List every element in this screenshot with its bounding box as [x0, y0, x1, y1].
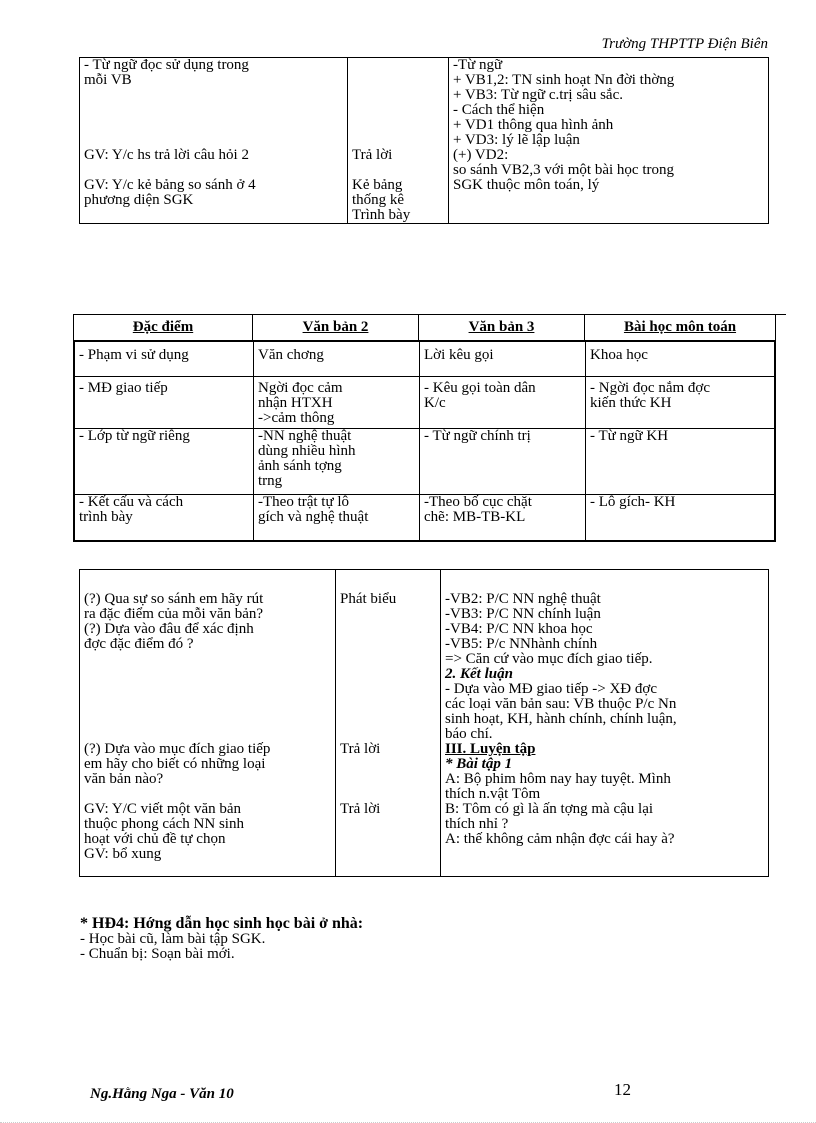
table-cell: Văn chơng: [254, 342, 420, 377]
text-line: - Dựa vào MĐ giao tiếp -> XĐ đợc: [445, 681, 657, 697]
table-row: [75, 495, 775, 541]
text-line: - Từ ngữ đọc sử dụng trong: [84, 57, 249, 73]
text-line: mỗi VB: [84, 72, 132, 88]
header-van-ban-3: Văn bản 3: [419, 315, 585, 341]
text-line: GV: Y/C viết một văn bản: [84, 801, 242, 817]
text-line: GV: Y/c kẻ bảng so sánh ở 4: [84, 177, 256, 193]
footer-author: Ng.Hằng Nga - Văn 10: [90, 1086, 234, 1102]
text-line: đợc đặc điểm đó ?: [84, 636, 194, 652]
table-cell: - Kết cấu và cách trình bày: [75, 495, 254, 541]
text-line: + VD1 thông qua hình ảnh: [453, 117, 614, 133]
table-cell: - Kêu gọi toàn dân K/c: [420, 377, 586, 429]
page-number: 12: [614, 1080, 631, 1099]
table-cell: - MĐ giao tiếp: [75, 377, 254, 429]
student-activity-col: [336, 570, 441, 877]
text-line: -VB3: P/C NN chính luận: [445, 606, 601, 622]
text-line: (+) VD2:: [453, 147, 509, 163]
table-row: [75, 429, 775, 495]
text-line: + VB1,2: TN sinh hoạt Nn đời thờng: [453, 72, 675, 88]
homework-section: [80, 915, 680, 962]
text-line: Trả lời: [340, 801, 381, 817]
activity-table-2: [79, 569, 769, 877]
text-line: sinh hoạt, KH, hành chính, chính luận,: [445, 711, 677, 727]
table-row: [75, 342, 775, 377]
teacher-activity-col: [80, 58, 348, 224]
table-row: [74, 341, 776, 542]
table-cell: Ngời đọc cảm nhận HTXH ->cảm thông: [254, 377, 420, 429]
table-cell: - Lô gích- KH: [586, 495, 775, 541]
table-cell: - Ngời đọc nắm đợc kiến thức KH: [586, 377, 775, 429]
text-line: ra đặc điểm của mỗi văn bản?: [84, 606, 264, 622]
text-line: - Cách thể hiện: [453, 102, 545, 118]
text-line: văn bản nào?: [84, 771, 164, 787]
table-header-row: [74, 315, 776, 341]
text-line: Trình bày: [352, 207, 411, 223]
text-line: A: thế không cảm nhận đợc cái hay à?: [445, 831, 675, 847]
table-row: [75, 377, 775, 429]
header-van-ban-2: Văn bản 2: [253, 315, 419, 341]
text-line: thích nhỉ ?: [445, 816, 509, 832]
text-line: em hãy cho biết có những loại: [84, 756, 266, 772]
table-cell: -NN nghệ thuật dùng nhiều hình ảnh sánh tợng trng: [254, 429, 420, 495]
text-line: Trả lời: [352, 147, 393, 163]
text-line: GV: bổ xung: [84, 846, 162, 862]
text-line: thích n.vật Tôm: [445, 786, 541, 802]
text-line: -VB4: P/C NN khoa học: [445, 621, 593, 637]
text-line: (?) Dựa vào mục đích giao tiếp: [84, 741, 271, 757]
text-line: (?) Qua sự so sánh em hãy rút: [84, 591, 264, 607]
comparison-table: [73, 314, 776, 542]
content-col: [449, 58, 769, 224]
text-line: phương diện SGK: [84, 192, 194, 208]
text-line: => Căn cứ vào mục đích giao tiếp.: [445, 651, 653, 667]
text-line: -VB2: P/C NN nghệ thuật: [445, 591, 601, 607]
text-line: so sánh VB2,3 với một bài học trong: [453, 162, 674, 178]
table-cell: - Từ ngữ chính trị: [420, 429, 586, 495]
homework-item: - Chuẩn bị: Soạn bài mới.: [80, 946, 235, 962]
student-activity-col: [348, 58, 449, 224]
text-line: (?) Dựa vào đâu để xác định: [84, 621, 254, 637]
text-line: các loại văn bản sau: VB thuộc P/c Nn: [445, 696, 677, 712]
text-line: -Từ ngữ: [453, 57, 503, 73]
luyen-tap-heading: III. Luyện tập: [445, 741, 536, 757]
text-line: A: Bộ phim hôm nay hay tuyệt. Mình: [445, 771, 671, 787]
text-line: báo chí.: [445, 726, 493, 742]
text-line: thống kê: [352, 192, 405, 208]
table-cell: - Phạm vi sử dụng: [75, 342, 254, 377]
text-line: Trả lời: [340, 741, 381, 757]
table-cell: Khoa học: [586, 342, 775, 377]
text-line: -VB5: P/c NNhành chính: [445, 636, 598, 652]
bai-tap-heading: * Bài tập 1: [445, 756, 513, 772]
activity-table-1: [79, 57, 769, 224]
text-line: Phát biểu: [340, 591, 397, 607]
table-cell: - Từ ngữ KH: [586, 429, 775, 495]
school-header: Trường THPTTP Điện Biên: [601, 36, 768, 52]
table-cell: Lời kêu gọi: [420, 342, 586, 377]
table-cell: -Theo bố cục chặt chẽ: MB-TB-KL: [420, 495, 586, 541]
content-col: [441, 570, 769, 877]
teacher-activity-col: [80, 570, 336, 877]
text-line: thuộc phong cách NN sinh: [84, 816, 244, 832]
homework-title: * HĐ4: Hớng dẫn học sinh học bài ở nhà:: [80, 915, 364, 932]
text-line: + VB3: Từ ngữ c.trị sâu sắc.: [453, 87, 623, 103]
text-line: hoạt với chủ đề tự chọn: [84, 831, 226, 847]
text-line: + VD3: lý lẽ lập luận: [453, 132, 580, 148]
homework-item: - Học bài cũ, làm bài tập SGK.: [80, 931, 266, 947]
text-line: Kẻ bảng: [352, 177, 403, 193]
table-cell: -Theo trật tự lô gích và nghệ thuật: [254, 495, 420, 541]
text-line: B: Tôm có gì là ấn tợng mà cậu lại: [445, 801, 654, 817]
header-dac-diem: Đặc điểm: [74, 315, 253, 341]
ket-luan-heading: 2. Kết luận: [445, 666, 513, 682]
table-cell: - Lớp từ ngữ riêng: [75, 429, 254, 495]
text-line: SGK thuộc môn toán, lý: [453, 177, 600, 193]
text-line: GV: Y/c hs trả lời câu hỏi 2: [84, 147, 249, 163]
header-bai-hoc-toan: Bài học môn toán: [585, 315, 776, 341]
comparison-body: [74, 341, 775, 541]
